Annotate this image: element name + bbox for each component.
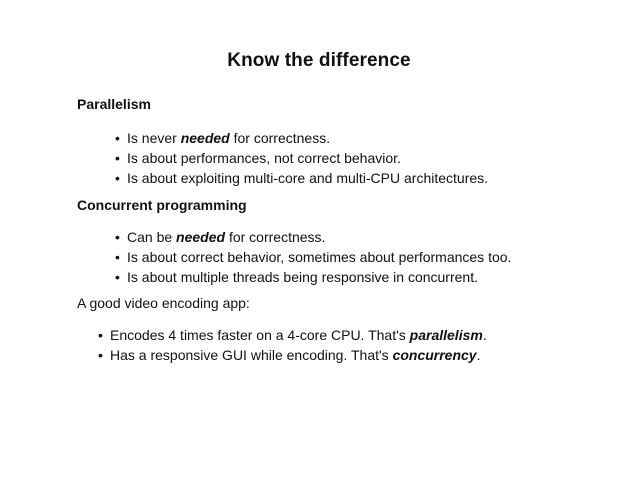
bullet-text-emphasis: needed — [176, 229, 226, 245]
bullet-text-post: for correctness. — [225, 229, 326, 245]
bullet-text-post: . — [476, 347, 481, 363]
bullet-icon: • — [98, 327, 103, 343]
list-item — [115, 267, 511, 287]
bullet-icon: • — [115, 130, 120, 146]
parallelism-bullet-list — [115, 128, 488, 188]
bullet-text-emphasis: concurrency — [392, 347, 477, 363]
concurrent-bullet-list — [115, 227, 511, 287]
bullet-text-post: . — [482, 327, 487, 343]
bullet-text-post: for correctness. — [229, 130, 331, 146]
bullet-icon: • — [115, 150, 120, 166]
list-item — [98, 345, 487, 365]
slide-title: Know the difference — [227, 50, 411, 71]
bullet-text-emphasis: needed — [180, 130, 230, 146]
bullet-icon: • — [115, 249, 120, 265]
bullet-text-pre: Can be — [127, 229, 177, 245]
list-item — [115, 168, 488, 188]
bullet-text-emphasis: parallelism — [409, 327, 483, 343]
list-item — [98, 325, 487, 345]
example-bullet-list — [98, 325, 487, 365]
list-item — [115, 247, 511, 267]
list-item — [115, 227, 511, 247]
bullet-text-pre: Is never — [127, 130, 181, 146]
bullet-icon: • — [115, 229, 120, 245]
bullet-icon: • — [98, 347, 103, 363]
bullet-text-pre: Is about performances, not correct behavior. — [127, 150, 401, 166]
bullet-text-pre: Is about correct behavior, sometimes about performances too. — [127, 249, 512, 265]
example-intro: A good video encoding app: — [77, 295, 250, 311]
list-item — [115, 148, 488, 168]
section-heading-parallelism: Parallelism — [77, 96, 151, 112]
bullet-text-pre: Is about exploiting multi-core and multi-CPU architectures. — [127, 170, 489, 186]
bullet-text-pre: Has a responsive GUI while encoding. That's — [110, 347, 393, 363]
bullet-text-pre: Encodes 4 times faster on a 4-core CPU. That's — [110, 327, 410, 343]
section-heading-concurrent-programming: Concurrent programming — [77, 197, 247, 213]
bullet-icon: • — [115, 269, 120, 285]
bullet-icon: • — [115, 170, 120, 186]
list-item — [115, 128, 488, 148]
bullet-text-pre: Is about multiple threads being responsive in concurrent. — [127, 269, 478, 285]
